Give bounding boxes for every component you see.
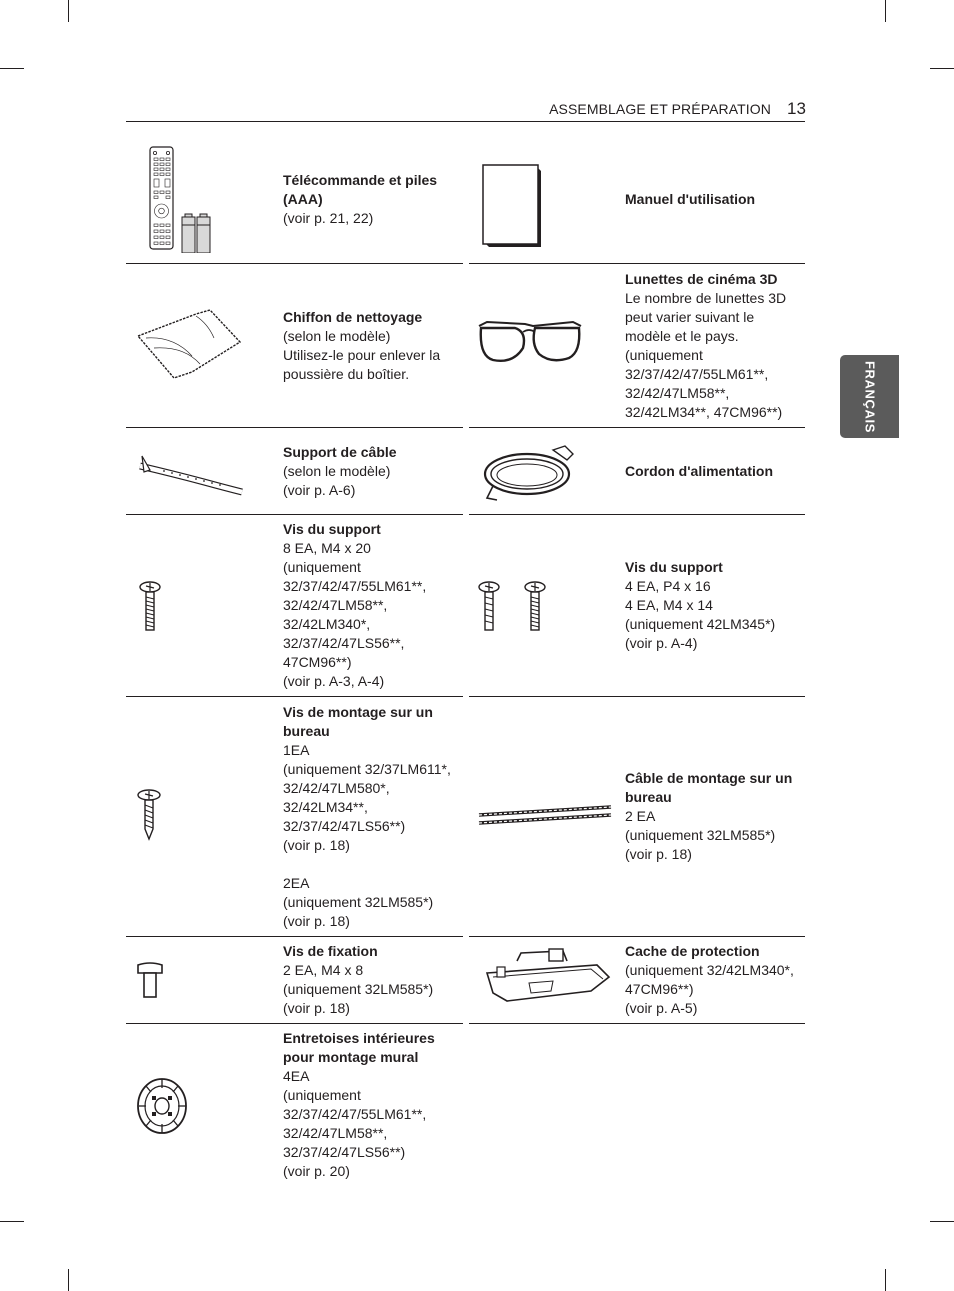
item-description: (selon le modèle) (voir p. A-6) [283, 462, 391, 498]
item-description: (uniquement 32/42LM340*, 47CM96**) (voir p. A-5) [625, 962, 794, 1016]
item-title: Chiffon de nettoyage [283, 308, 423, 325]
accessory-item [126, 1024, 463, 1186]
item-title: Télécommande et piles (AAA) [283, 171, 438, 207]
remote-control-and-batteries-icon [146, 145, 226, 253]
page-number: 13 [787, 99, 806, 118]
crop-mark [0, 68, 24, 69]
language-tab-label: FRANÇAIS [862, 360, 877, 433]
accessory-item [469, 428, 805, 514]
crop-mark [68, 1269, 69, 1291]
manual-icon [481, 163, 547, 249]
item-title: Lunettes de cinéma 3D [625, 270, 778, 287]
accessory-item [469, 135, 805, 263]
accessory-item [469, 264, 805, 427]
item-title: Cordon d'alimentation [625, 462, 773, 479]
accessory-item [126, 697, 463, 936]
item-description: 4EA (uniquement 32/37/42/47/55LM61**, 32/42/47LM58**, 32/37/42/47LS56**) (voir p. 20) [283, 1068, 427, 1179]
crop-mark [885, 1269, 886, 1291]
item-title: Vis de montage sur un bureau [283, 703, 433, 739]
item-title: Câble de montage sur un bureau [625, 770, 793, 805]
row-divider [469, 1023, 805, 1024]
item-title: Vis du support [625, 559, 723, 575]
crop-mark [68, 0, 69, 22]
desk-mount-cable-icon [477, 803, 615, 827]
item-title: Cache de protection [625, 943, 760, 959]
accessory-item [469, 515, 805, 696]
fixing-screw-icon [136, 961, 164, 999]
item-description: 1EA (uniquement 32/37LM611*, 32/42/47LM580*, 32/42LM34**, 32/37/42/47LS56**) (voir p. 18) 2EA (uniquement 32LM585*) (voir p. 18) [283, 741, 451, 929]
item-description: Le nombre de lunettes 3D peut varier suivant le modèle et le pays. (uniquement 32/37/42/47/55LM61**, 32/42/47LM58**, 32/42LM34**, 47CM96**) [625, 289, 787, 420]
item-description: (selon le modèle) Utilisez-le pour enlever la poussière du boîtier. [283, 327, 441, 382]
item-description: 4 EA, P4 x 16 4 EA, M4 x 14 (uniquement 42LM345*) (voir p. A-4) [625, 578, 776, 651]
accessory-item [126, 264, 463, 427]
desk-mount-screw-icon [136, 789, 162, 841]
header-divider [126, 121, 805, 122]
crop-mark [885, 0, 886, 22]
item-title: Support de câble [283, 443, 397, 460]
cleaning-cloth-icon [134, 306, 244, 382]
protective-cover-icon [479, 947, 611, 1005]
3d-glasses-icon [475, 316, 585, 368]
crop-mark [930, 1221, 954, 1222]
accessory-item [469, 937, 805, 1023]
item-description: 2 EA (uniquement 32LM585*) (voir p. 18) [625, 808, 776, 862]
accessory-item [126, 515, 463, 696]
item-title: Vis du support [283, 521, 381, 537]
section-title: ASSEMBLAGE ET PRÉPARATION [549, 101, 771, 117]
power-cord-icon [481, 442, 581, 504]
language-tab [840, 355, 899, 438]
accessory-item [469, 697, 805, 936]
item-title: Manuel d'utilisation [625, 190, 756, 207]
item-description: (voir p. 21, 22) [283, 209, 374, 226]
stand-screw-icon [138, 581, 162, 633]
item-title: Vis de fixation [283, 943, 378, 959]
item-title: Entretoises intérieures pour montage mural [283, 1030, 435, 1065]
stand-screws-pair-icon [477, 581, 549, 633]
accessory-item [126, 135, 463, 263]
cable-holder-icon [134, 448, 246, 498]
crop-mark [930, 68, 954, 69]
item-description: 8 EA, M4 x 20 (uniquement 32/37/42/47/55LM61**, 32/42/47LM58**, 32/42LM340*, 32/37/42/47LS56**, 47CM96**) (voir p. A-3, A-4) [283, 540, 427, 689]
wall-mount-spacer-icon [136, 1074, 190, 1136]
item-description: 2 EA, M4 x 8 (uniquement 32LM585*) (voir p. 18) [283, 962, 434, 1016]
crop-mark [0, 1221, 24, 1222]
accessory-item [126, 937, 463, 1023]
accessory-item [126, 428, 463, 514]
